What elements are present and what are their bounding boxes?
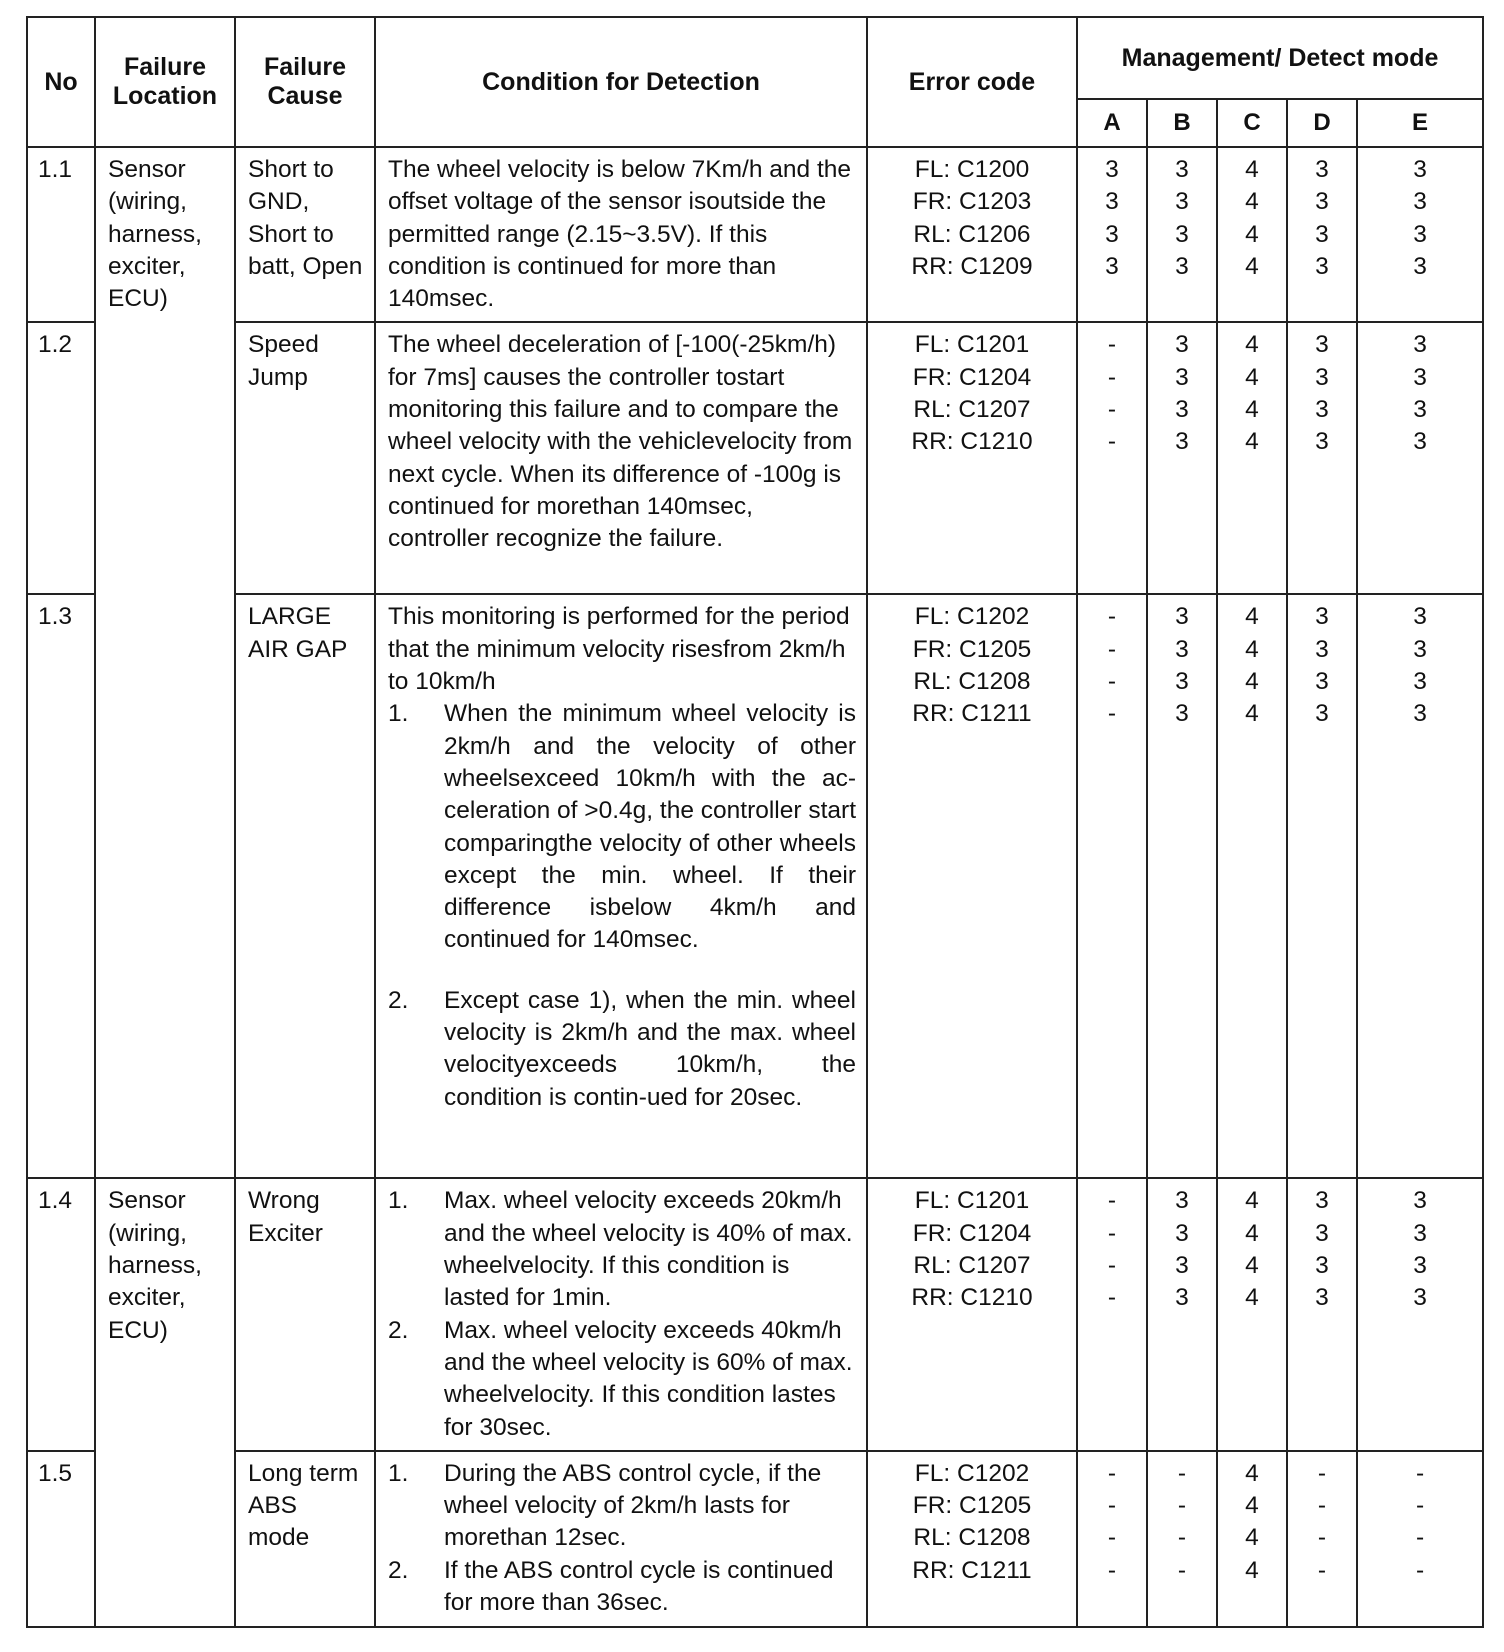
mode-value: 3 (1105, 220, 1119, 248)
mode-value: - (1177, 1459, 1187, 1487)
failure-cause-cell: Short to GND, Short to batt, Open (235, 147, 375, 322)
mode-c-cell (1217, 594, 1287, 1178)
mode-value: 3 (1315, 1284, 1329, 1312)
mode-value: 3 (1175, 1187, 1189, 1215)
mode-value: 3 (1315, 363, 1329, 391)
mode-value: 4 (1245, 1492, 1259, 1520)
mode-value: 3 (1105, 252, 1119, 280)
condition-item-number: 1. (388, 700, 409, 728)
failure-location-cell: Sensor (wiring, harness, exciter, ECU) (95, 1178, 235, 1626)
mode-value: - (1107, 396, 1117, 424)
mode-value: 3 (1315, 331, 1329, 359)
error-code: RL: C1206 (913, 220, 1031, 248)
mode-c-cell (1217, 322, 1287, 594)
row-number: 1.5 (27, 1451, 95, 1627)
condition-item (388, 1185, 856, 1314)
error-code: RL: C1208 (913, 1524, 1031, 1552)
mode-value: - (1107, 331, 1117, 359)
mode-value: - (1107, 428, 1117, 456)
mode-b-cell (1147, 594, 1217, 1178)
condition-item (388, 1315, 856, 1444)
mode-value: - (1107, 1219, 1117, 1247)
error-code-cell (867, 322, 1077, 594)
mode-value: 3 (1315, 1252, 1329, 1280)
condition-item-number: 2. (388, 1556, 409, 1584)
mode-value: 4 (1245, 1219, 1259, 1247)
error-code: FR: C1204 (912, 363, 1032, 391)
mode-b-cell (1147, 322, 1217, 594)
condition-item-text: When the minimum wheel velocity is 2km/h and the velocity of other wheelsexceed 10km/h with the ac-celeration of >0.4g, the controller start comparingthe velocity of other wheels except the min. wheel. If their difference isbelow 4km/h and continued for 140msec. (444, 700, 856, 954)
mode-value: 3 (1315, 428, 1329, 456)
mode-value: 3 (1413, 700, 1427, 728)
mode-value: 3 (1413, 603, 1427, 631)
condition-item-text: Max. wheel velocity exceeds 20km/h and the wheel velocity is 40% of max. wheelvelocity. If this condition is lasted for 1min. (444, 1187, 853, 1312)
mode-a-cell (1077, 1178, 1147, 1450)
mode-value: 4 (1245, 1187, 1259, 1215)
mode-value: 3 (1413, 188, 1427, 216)
mode-value: - (1177, 1556, 1187, 1584)
mode-value: - (1107, 700, 1117, 728)
mode-a-cell (1077, 1451, 1147, 1627)
mode-b-cell (1147, 147, 1217, 322)
header-failure-location: Failure Location (95, 17, 235, 147)
mode-e-cell (1357, 594, 1483, 1178)
condition-cell: The wheel deceleration of [-100(-25km/h) for 7ms] causes the controller tostart monitoring this failure and to compare the wheel velocity with the vehiclevelocity from next cycle. When its difference of -100g is continued for morethan 140msec, controller recognize the failure. (375, 322, 867, 594)
mode-value: - (1415, 1459, 1425, 1487)
mode-value: 4 (1245, 220, 1259, 248)
mode-value: 3 (1175, 220, 1189, 248)
error-code: RR: C1209 (911, 252, 1033, 280)
mode-d-cell (1287, 594, 1357, 1178)
condition-item-text: During the ABS control cycle, if the wheel velocity of 2km/h lasts for morethan 12sec. (444, 1459, 822, 1552)
mode-c-cell (1217, 147, 1287, 322)
mode-value: 3 (1105, 156, 1119, 183)
mode-value: 3 (1175, 1284, 1189, 1312)
mode-value: 4 (1245, 635, 1259, 663)
mode-value: 3 (1175, 635, 1189, 663)
error-code: RR: C1211 (912, 700, 1032, 728)
error-code: FL: C1202 (914, 603, 1030, 631)
mode-d-cell (1287, 1178, 1357, 1450)
mode-value: 4 (1245, 668, 1259, 696)
error-code: FR: C1204 (912, 1219, 1032, 1247)
mode-value: 3 (1413, 1219, 1427, 1247)
mode-value: - (1107, 1524, 1117, 1552)
mode-value: - (1317, 1459, 1327, 1487)
error-code: FL: C1200 (914, 156, 1030, 183)
mode-e-cell (1357, 147, 1483, 322)
mode-value: - (1107, 1556, 1117, 1584)
failure-cause-cell: Long term ABS mode (235, 1451, 375, 1627)
mode-value: 3 (1175, 1219, 1189, 1247)
mode-value: 4 (1245, 331, 1259, 359)
condition-item-number: 2. (388, 1316, 409, 1344)
header-mode-c: C (1217, 99, 1287, 147)
mode-d-cell (1287, 1451, 1357, 1627)
error-code: FR: C1205 (912, 1492, 1032, 1520)
condition-cell (375, 594, 867, 1178)
header-mode-a: A (1077, 99, 1147, 147)
mode-value: - (1317, 1492, 1327, 1520)
condition-item-text: If the ABS control cycle is continued for more than 36sec. (444, 1556, 834, 1617)
mode-value: 3 (1175, 331, 1189, 359)
condition-item (388, 985, 856, 1114)
mode-value: 3 (1315, 1219, 1329, 1247)
mode-value: 4 (1245, 700, 1259, 728)
mode-value: 3 (1175, 668, 1189, 696)
error-code: RR: C1210 (911, 428, 1033, 456)
condition-item-number: 1. (388, 1187, 409, 1215)
condition-list (388, 1185, 856, 1443)
mode-value: 3 (1413, 396, 1427, 424)
mode-value: 3 (1315, 668, 1329, 696)
mode-value: - (1107, 1252, 1117, 1280)
mode-e-cell (1357, 1451, 1483, 1627)
mode-c-cell (1217, 1451, 1287, 1627)
table-row (27, 322, 1483, 594)
mode-d-cell (1287, 322, 1357, 594)
error-code: RL: C1208 (913, 668, 1031, 696)
condition-item (388, 1458, 856, 1555)
condition-list (388, 1458, 856, 1619)
mode-value: - (1415, 1492, 1425, 1520)
mode-value: - (1107, 668, 1117, 696)
mode-value: 3 (1315, 1187, 1329, 1215)
failure-detection-table (26, 16, 1484, 1628)
mode-value: 4 (1245, 156, 1259, 183)
mode-value: 3 (1413, 668, 1427, 696)
mode-value: 4 (1245, 363, 1259, 391)
mode-value: 3 (1175, 396, 1189, 424)
condition-item-text: Max. wheel velocity exceeds 40km/h and the wheel velocity is 60% of max. wheelvelocity. If this condition lastes for 30sec. (444, 1316, 853, 1441)
mode-value: 3 (1175, 428, 1189, 456)
condition-item (388, 698, 856, 956)
mode-value: 3 (1315, 603, 1329, 631)
mode-value: - (1107, 363, 1117, 391)
mode-value: 4 (1245, 252, 1259, 280)
table-row (27, 594, 1483, 1178)
mode-value: 3 (1413, 1284, 1427, 1312)
mode-value: 3 (1413, 363, 1427, 391)
header-mode-b: B (1147, 99, 1217, 147)
mode-value: 3 (1315, 156, 1329, 183)
mode-value: - (1317, 1524, 1327, 1552)
failure-table-sheet (26, 16, 1482, 1628)
mode-value: 4 (1245, 428, 1259, 456)
error-code: FR: C1205 (912, 635, 1032, 663)
mode-value: 3 (1175, 603, 1189, 631)
mode-value: - (1107, 1459, 1117, 1487)
error-code-cell (867, 1451, 1077, 1627)
condition-item-text: Except case 1), when the min. wheel velocity is 2km/h and the max. wheel velocityexceeds 10km/h, the condition is contin-ued for 20sec. (444, 986, 856, 1111)
mode-value: 3 (1413, 428, 1427, 456)
mode-value: 4 (1245, 1556, 1259, 1584)
mode-value: - (1107, 603, 1117, 631)
mode-value: 3 (1315, 220, 1329, 248)
mode-b-cell (1147, 1178, 1217, 1450)
mode-value: 3 (1175, 1252, 1189, 1280)
mode-value: 3 (1175, 252, 1189, 280)
mode-value: 3 (1315, 635, 1329, 663)
header-row (27, 17, 1483, 99)
condition-cell (375, 1178, 867, 1450)
mode-value: 3 (1413, 1252, 1427, 1280)
table-row (27, 1451, 1483, 1627)
mode-a-cell (1077, 594, 1147, 1178)
header-mode-d: D (1287, 99, 1357, 147)
failure-cause-cell: Speed Jump (235, 322, 375, 594)
mode-value: - (1177, 1492, 1187, 1520)
error-code: RR: C1211 (912, 1556, 1032, 1584)
error-code: RL: C1207 (913, 396, 1031, 424)
error-code: FL: C1201 (914, 1187, 1030, 1215)
row-number: 1.1 (27, 147, 95, 322)
error-code: FR: C1203 (912, 188, 1032, 216)
mode-value: - (1107, 635, 1117, 663)
mode-value: 3 (1175, 363, 1189, 391)
mode-value: - (1107, 1187, 1117, 1215)
mode-value: - (1317, 1556, 1327, 1584)
row-number: 1.2 (27, 322, 95, 594)
header-mode-e: E (1357, 99, 1483, 147)
mode-d-cell (1287, 147, 1357, 322)
mode-value: 3 (1315, 700, 1329, 728)
mode-value: 3 (1315, 252, 1329, 280)
mode-value: 3 (1413, 220, 1427, 248)
error-code-cell (867, 594, 1077, 1178)
mode-value: 3 (1413, 635, 1427, 663)
mode-value: 3 (1175, 188, 1189, 216)
mode-value: - (1415, 1556, 1425, 1584)
mode-value: 4 (1245, 1459, 1259, 1487)
error-code-cell (867, 147, 1077, 322)
row-number: 1.3 (27, 594, 95, 1178)
header-condition: Condition for Detection (375, 17, 867, 147)
header-error-code: Error code (867, 17, 1077, 147)
condition-cell: The wheel velocity is below 7Km/h and the offset voltage of the sensor isoutside the permitted range (2.15~3.5V). If this condition is continued for more than 140msec. (375, 147, 867, 322)
condition-list (388, 698, 856, 1114)
mode-a-cell (1077, 322, 1147, 594)
mode-value: 4 (1245, 1524, 1259, 1552)
mode-value: 3 (1413, 156, 1427, 183)
mode-c-cell (1217, 1178, 1287, 1450)
error-code: FL: C1202 (914, 1459, 1030, 1487)
error-code: RL: C1207 (913, 1252, 1031, 1280)
mode-value: - (1177, 1524, 1187, 1552)
error-code: FL: C1201 (914, 331, 1030, 359)
mode-e-cell (1357, 1178, 1483, 1450)
mode-value: 3 (1413, 331, 1427, 359)
mode-value: 4 (1245, 1284, 1259, 1312)
error-code: RR: C1210 (911, 1284, 1033, 1312)
header-failure-cause: Failure Cause (235, 17, 375, 147)
table-row (27, 1178, 1483, 1450)
failure-location-cell: Sensor (wiring, harness, exciter, ECU) (95, 147, 235, 1178)
mode-value: 4 (1245, 188, 1259, 216)
mode-value: 4 (1245, 396, 1259, 424)
condition-item-number: 1. (388, 1459, 409, 1487)
failure-cause-cell: Wrong Exciter (235, 1178, 375, 1450)
header-management-mode: Management/ Detect mode (1077, 17, 1483, 99)
condition-item-number: 2. (388, 986, 409, 1014)
mode-e-cell (1357, 322, 1483, 594)
mode-b-cell (1147, 1451, 1217, 1627)
mode-value: - (1107, 1492, 1117, 1520)
mode-value: - (1415, 1524, 1425, 1552)
condition-intro: This monitoring is performed for the period that the minimum velocity risesfrom 2km/h to 10km/h (388, 603, 850, 696)
mode-value: 3 (1413, 252, 1427, 280)
mode-value: 4 (1245, 603, 1259, 631)
mode-value: - (1107, 1284, 1117, 1312)
mode-value: 3 (1315, 188, 1329, 216)
header-no: No (27, 17, 95, 147)
table-row (27, 147, 1483, 322)
failure-cause-cell: LARGE AIR GAP (235, 594, 375, 1178)
condition-cell (375, 1451, 867, 1627)
mode-value: 4 (1245, 1252, 1259, 1280)
mode-value: 3 (1175, 700, 1189, 728)
mode-value: 3 (1105, 188, 1119, 216)
mode-value: 3 (1413, 1187, 1427, 1215)
mode-value: 3 (1175, 156, 1189, 183)
error-code-cell (867, 1178, 1077, 1450)
row-number: 1.4 (27, 1178, 95, 1450)
mode-a-cell (1077, 147, 1147, 322)
condition-item (388, 1555, 856, 1620)
mode-value: 3 (1315, 396, 1329, 424)
